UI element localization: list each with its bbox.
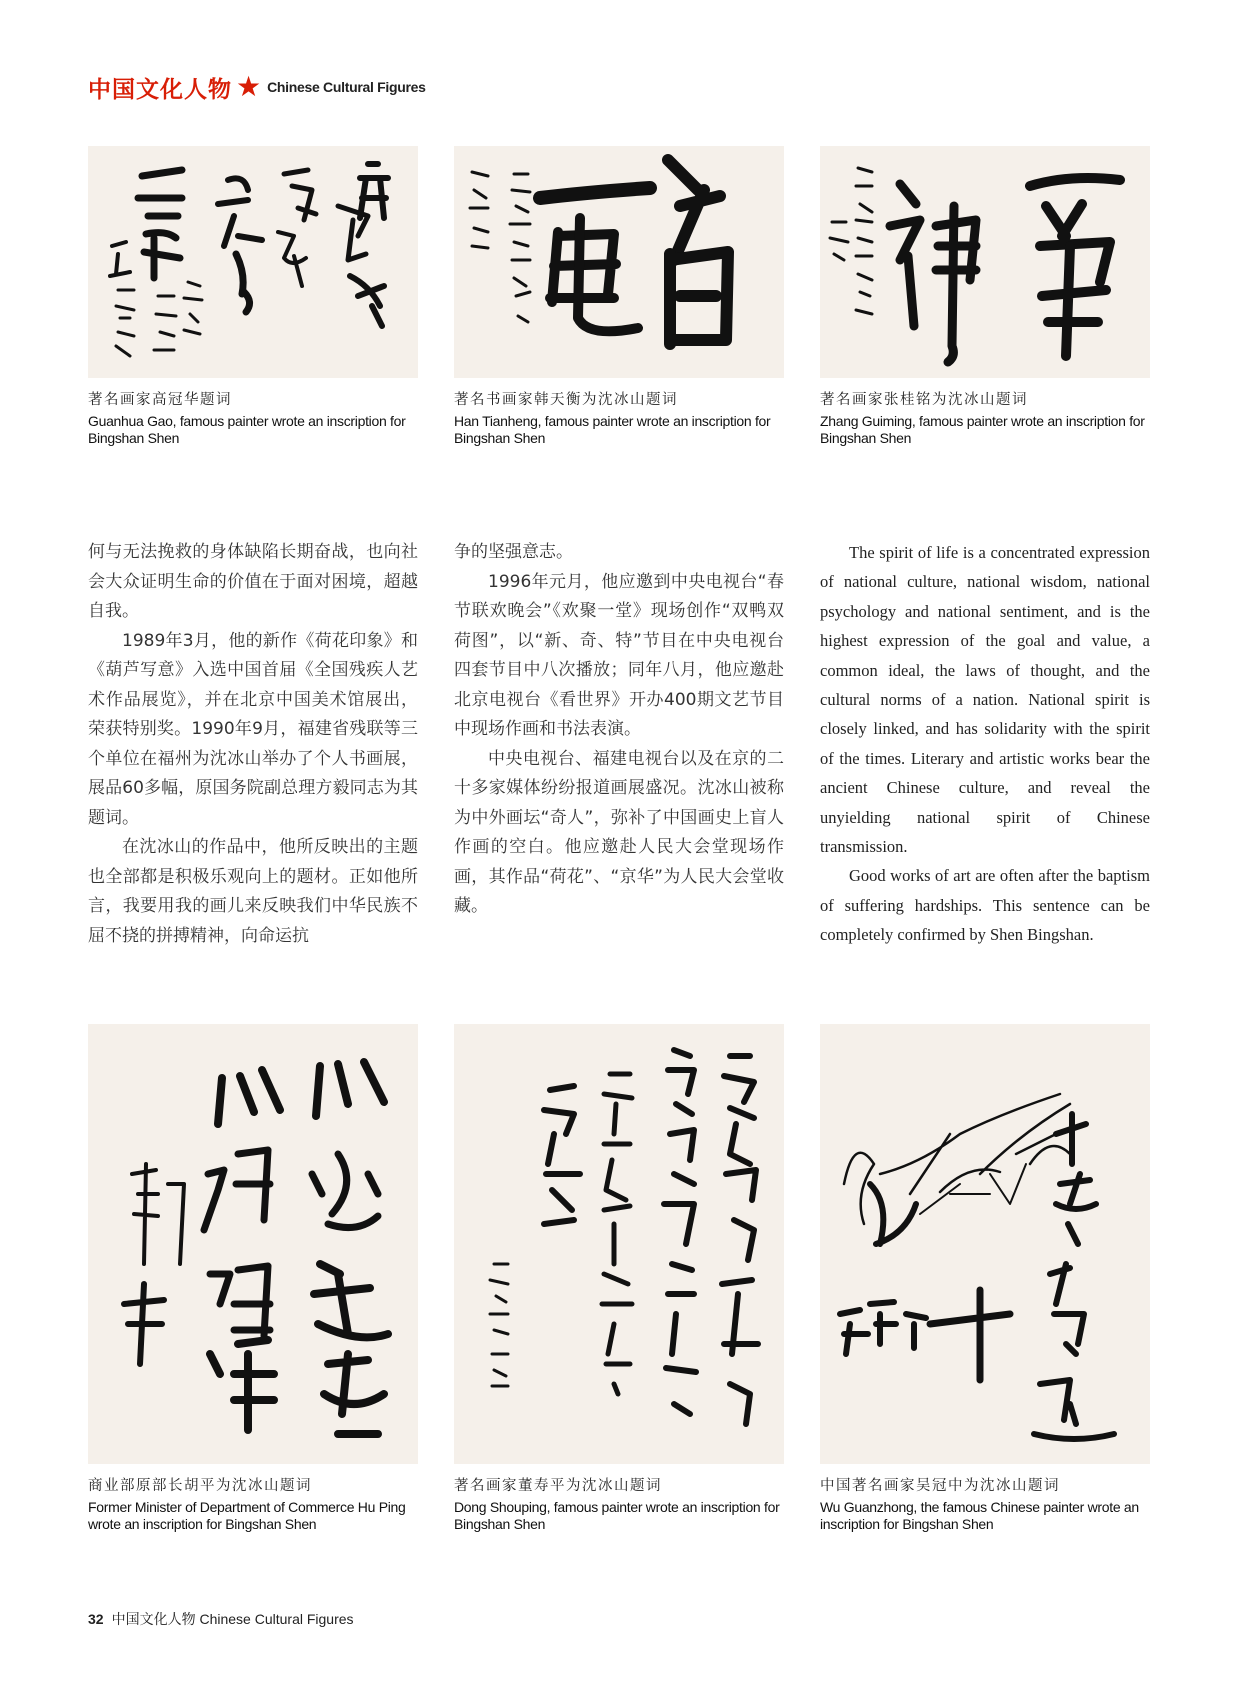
masthead (88, 72, 426, 102)
caption-cn: 商业部原部长胡平为沈冰山题词 (88, 1478, 312, 1494)
caption-cn: 中国著名画家吴冠中为沈冰山题词 (820, 1478, 1060, 1494)
caption-cn: 著名画家张桂铭为沈冰山题词 (820, 392, 1028, 408)
figure-calligraphy-zhang-guiming (820, 146, 1150, 447)
calligraphy-artwork (88, 146, 418, 378)
paragraph: 何与无法挽救的身体缺陷长期奋战，也向社会大众证明生命的价值在于面对困境，超越自我。 (88, 542, 418, 621)
figure-calligraphy-wu-guanzhong (820, 1024, 1150, 1533)
calligraphy-artwork (88, 1024, 418, 1464)
body-column-2 (454, 538, 784, 922)
calligraphy-image (88, 1024, 418, 1464)
masthead-title-en: Chinese Cultural Figures (267, 79, 426, 95)
calligraphy-image (454, 1024, 784, 1464)
publication-name: 中国文化人物 Chinese Cultural Figures (111, 1611, 354, 1627)
paragraph: 在沈冰山的作品中，他所反映出的主题也全部都是积极乐观向上的题材。正如他所言，我要用我的画儿来反映我们中华民族不屈不挠的拼搏精神，向命运抗 (88, 837, 418, 946)
paragraph: The spirit of life is a concentrated expression of national culture, national wisdom, national psychology and national sentiment, and is the highest expression of the goal and value, a common ideal, the laws of thought, and the cultural norms of a nation. National spirit is closely linked, and has solidarity with the spirit of the times. Literary and artistic works bear the ancient Chinese culture, and reveal the unyielding national spirit of Chinese transmission. (820, 543, 1150, 857)
caption-en: Zhang Guiming, famous painter wrote an inscription for Bingshan Shen (820, 413, 1145, 446)
figure-calligraphy-hu-ping (88, 1024, 418, 1533)
calligraphy-artwork (820, 1024, 1150, 1464)
paragraph: 中央电视台、福建电视台以及在京的二十多家媒体纷纷报道画展盛况。沈冰山被称为中外画坛“奇人”，弥补了中国画史上盲人作画的空白。他应邀赴人民大会堂现场作画，其作品“荷花”、“京华”为人民大会堂收藏。 (454, 748, 784, 916)
caption-cn: 著名书画家韩天衡为沈冰山题词 (454, 392, 678, 408)
caption-en: Guanhua Gao, famous painter wrote an inscription for Bingshan Shen (88, 413, 406, 446)
body-column-1 (88, 538, 418, 951)
calligraphy-artwork (454, 1024, 784, 1464)
page-footer (88, 1609, 354, 1629)
calligraphy-artwork (454, 146, 784, 378)
page-number: 32 (88, 1611, 104, 1627)
star-icon: ★ (236, 70, 262, 103)
paragraph: 1989年3月，他的新作《荷花印象》和《葫芦写意》入选中国首届《全国残疾人艺术作品展览》，并在北京中国美术馆展出，荣获特别奖。1990年9月，福建省残联等三个单位在福州为沈冰山举办了个人书画展，展品60多幅，原国务院副总理方毅同志为其题词。 (88, 630, 418, 828)
calligraphy-image (88, 146, 418, 378)
caption-en: Dong Shouping, famous painter wrote an inscription for Bingshan Shen (454, 1499, 780, 1532)
caption-en: Han Tianheng, famous painter wrote an inscription for Bingshan Shen (454, 413, 771, 446)
caption-cn: 著名画家董寿平为沈冰山题词 (454, 1478, 662, 1494)
figure-calligraphy-dong-shouping (454, 1024, 784, 1533)
masthead-title-cn: 中国文化人物 (88, 76, 232, 103)
paragraph: 1996年元月，他应邀到中央电视台“春节联欢晚会”《欢聚一堂》现场创作“双鸭双荷图”，以“新、奇、特”节目在中央电视台四套节目中八次播放；同年八月，他应邀赴北京电视台《看世界》开办400期文艺节目中现场作画和书法表演。 (454, 571, 784, 739)
figure-calligraphy-gao-guanhua (88, 146, 418, 447)
caption-en: Wu Guanzhong, the famous Chinese painter wrote an inscription for Bingshan Shen (820, 1499, 1139, 1532)
calligraphy-image (820, 1024, 1150, 1464)
calligraphy-image (820, 146, 1150, 378)
figure-calligraphy-han-tianheng (454, 146, 784, 447)
paragraph: 争的坚强意志。 (454, 542, 573, 562)
caption-cn: 著名画家高冠华题词 (88, 392, 232, 408)
caption-en: Former Minister of Department of Commerce Hu Ping wrote an inscription for Bingshan Shen (88, 1499, 406, 1532)
calligraphy-artwork (820, 146, 1150, 378)
body-column-3 (820, 538, 1150, 950)
paragraph: Good works of art are often after the baptism of suffering hardships. This sentence can be completely confirmed by Shen Bingshan. (820, 866, 1150, 945)
calligraphy-image (454, 146, 784, 378)
